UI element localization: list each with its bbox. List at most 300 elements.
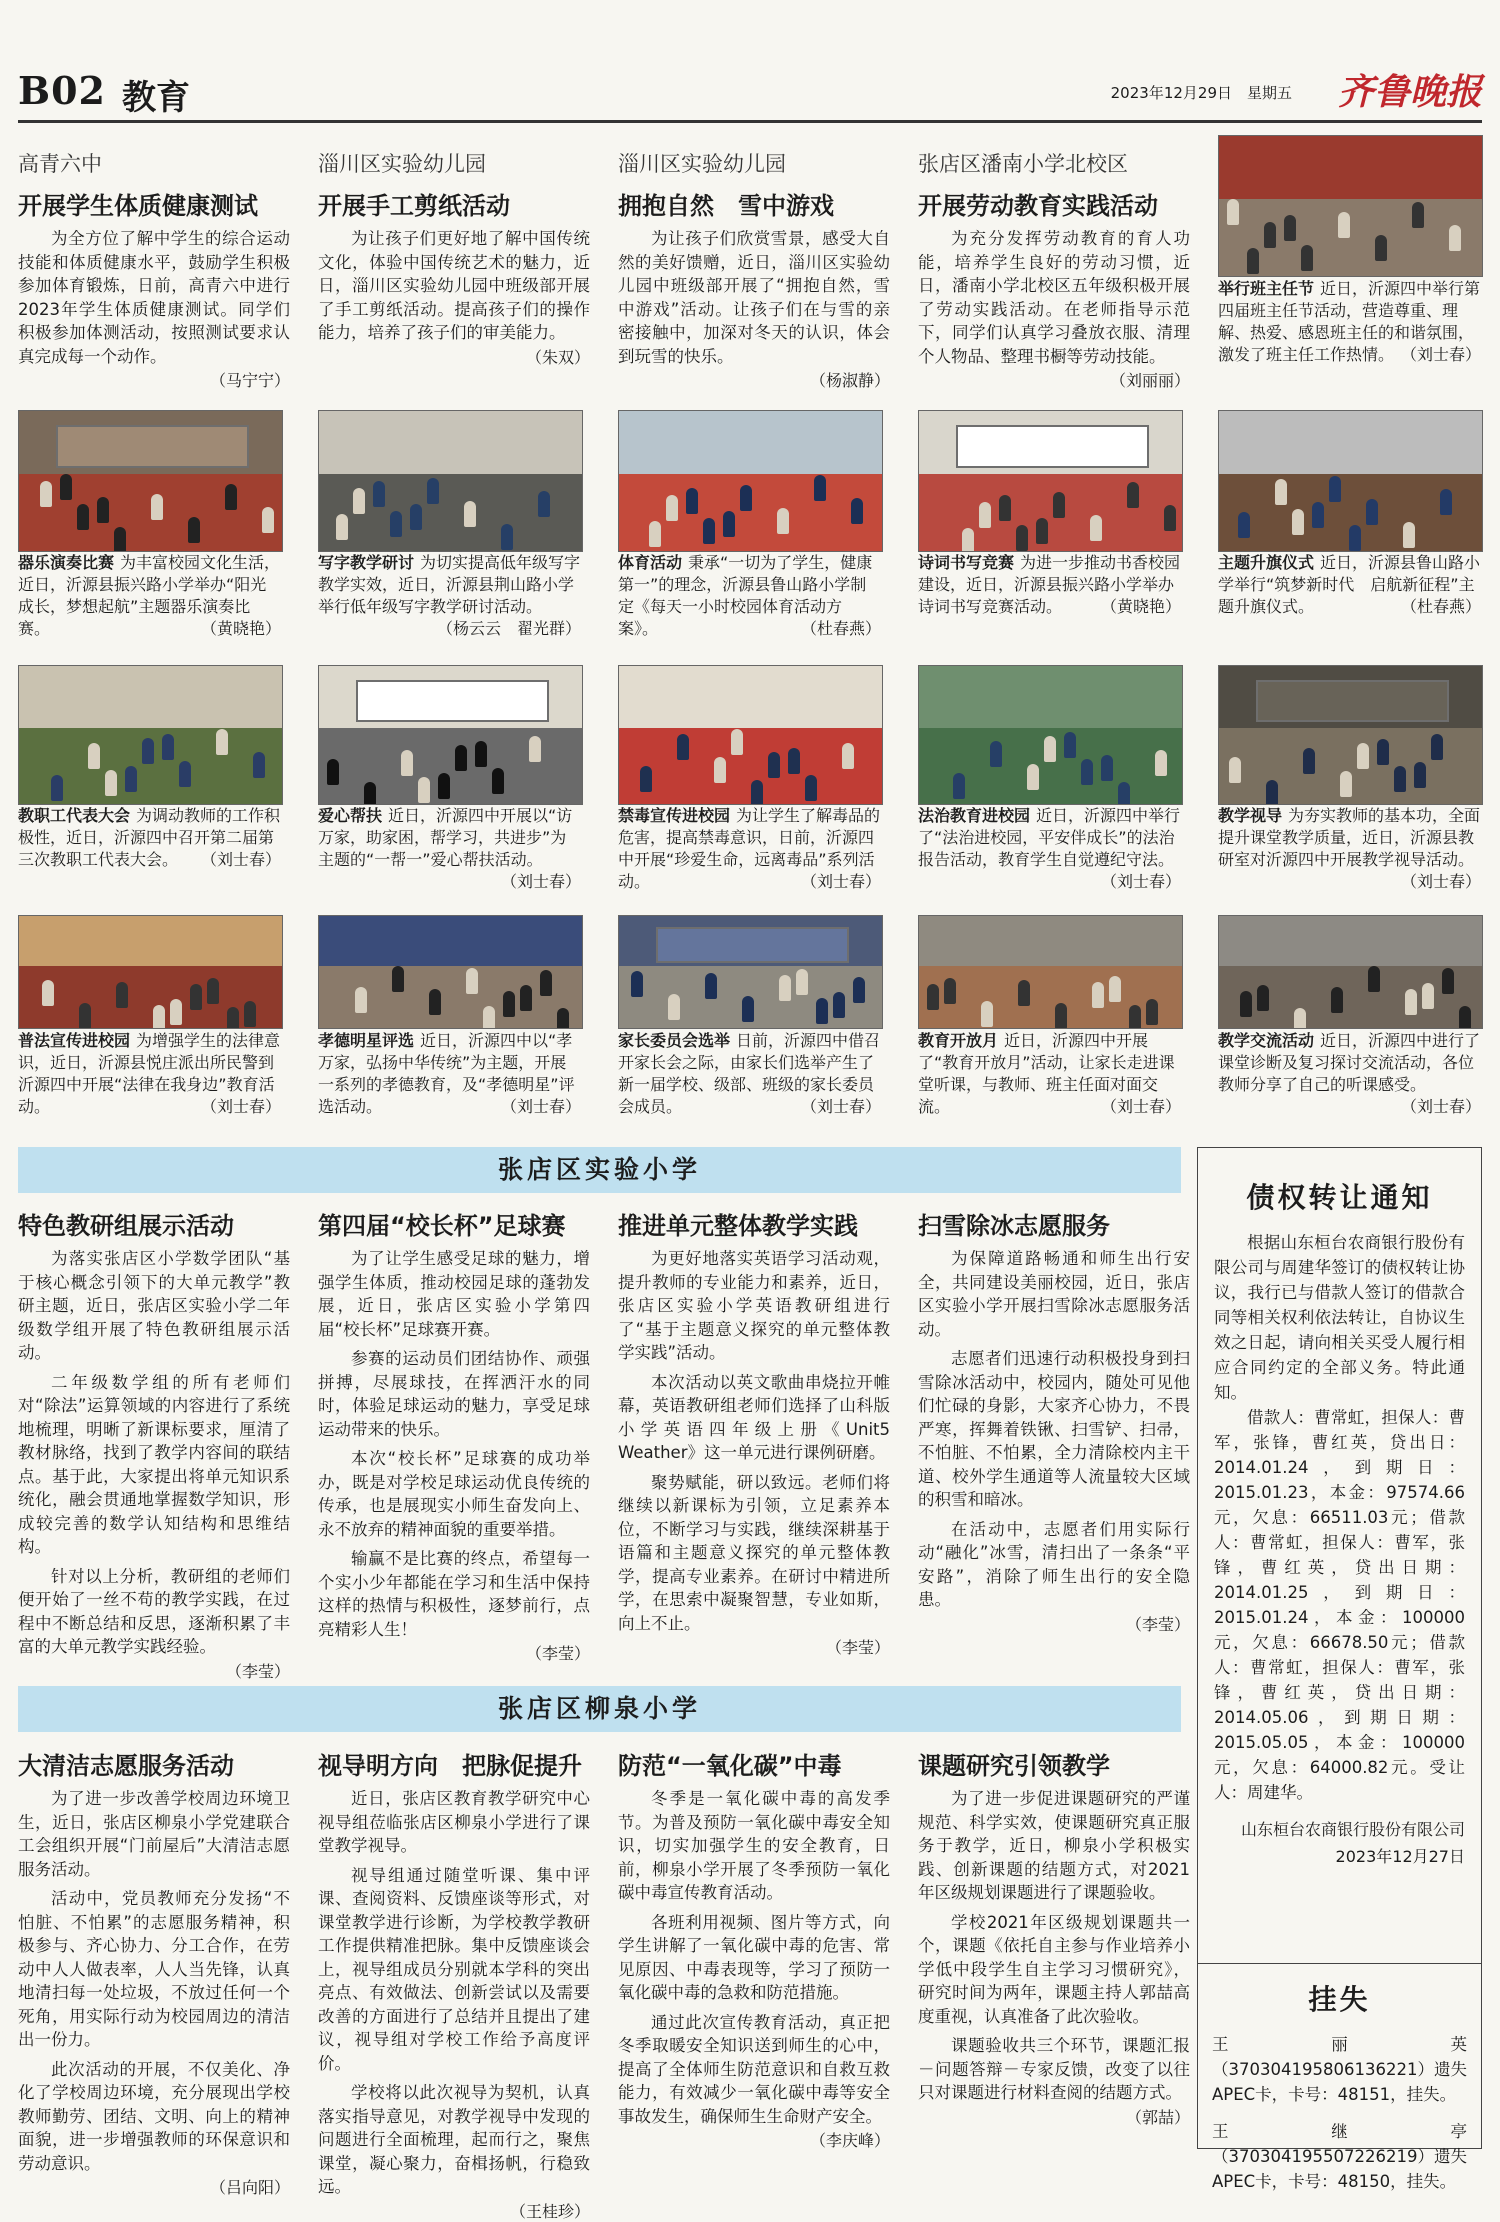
article-paragraph: 为全方位了解中学生的综合运动技能和体质健康水平，鼓励学生积极参加体育锻炼，日前，高青六中进行2023年学生体质健康测试。同学们积极参加体测活动，按照测试要求认真完成每一个动作。 [18,229,290,366]
photo-person [42,980,54,1006]
photo-person [179,761,191,787]
photo-person [1284,215,1296,241]
article-headline: 推进单元整体教学实践 [618,1212,858,1240]
photo-person [927,984,939,1010]
photo-person [1301,245,1313,271]
photo-person [483,1006,495,1029]
photo-person [1081,759,1093,785]
photo-person [1238,512,1250,538]
article-top [18,148,290,391]
photo-person [40,481,52,507]
article-paragraph: 为让孩子们更好地了解中国传统文化，体验中国传统艺术的魅力，近日，淄川区实验幼儿园中班级部开展了手工剪纸活动。提高孩子们的操作能力，培养了孩子们的审美能力。 [318,229,590,342]
article-author: （李莹） [525,1644,590,1663]
caption-title: 教育开放月 [918,1031,999,1050]
caption-title: 教职工代表大会 [18,806,131,825]
photo-person [153,1005,165,1029]
notice-date: 2023年12月27日 [1335,1847,1465,1866]
photo-person [1109,976,1121,1002]
photo-caption [1218,805,1481,893]
photo-board [956,425,1149,468]
photo-caption [918,552,1181,618]
photo-person [1275,479,1287,505]
section-banner-liuquan [18,1686,1181,1732]
photo-person [1092,982,1104,1008]
caption-author: （刘士春） [1400,345,1481,364]
photo-person [207,978,219,1004]
article-paragraph: 视导组通过随堂听课、集中评课、查阅资料、反馈座谈等形式，对课堂教学进行诊断，为学校教学教研工作提供精准把脉。集中反馈座谈会上，视导组成员分别就本学科的突出亮点、有效做法、创新尝试以及需要改善的方面进行了总结并且提出了建议，视导组对学校工作给予高度评价。 [318,1865,590,2073]
caption-text: 为切实提高低年级写字教学实效，近日，沂源县荆山路小学举行低年级写字教学研讨活动。 [318,553,581,616]
photo-floor [319,728,582,804]
caption-author: （刘士春） [500,1097,581,1116]
photo-floor [19,966,282,1028]
lost-item: 王丽英（370304195806136221）遗失APEC卡，卡号：48151，挂失。 [1212,2035,1467,2104]
photo-person [540,970,552,996]
photo-person [557,1008,569,1029]
article [18,1738,290,2198]
photo-person [944,978,956,1004]
photo-background [619,411,882,474]
caption-text: 为增强学生的法律意识，近日，沂源县悦庄派出所民警到沂源四中开展“法律在我身边”教育活动。 [18,1031,281,1116]
article [918,1738,1190,2128]
photo-person [1266,780,1278,805]
article-paragraph: 为更好地落实英语学习活动观，提升教师的专业能力和素养，近日，张店区实验小学英语教研组进行了“基于主题意义探究的单元整体教学实践”活动。 [618,1249,890,1362]
photo [18,915,283,1029]
article [318,1198,590,1664]
photo-person [788,748,800,774]
photo-person [1016,525,1028,551]
photo [1218,135,1483,277]
photo-person [714,757,726,783]
caption-title: 教学视导 [1218,806,1283,825]
article-author: （刘丽丽） [1109,371,1190,390]
photo-person [1394,766,1406,792]
article-author: （郭喆） [1125,2107,1190,2127]
photo-person [779,975,791,1001]
photo-person [79,1003,91,1029]
article-paragraph: 活动中，党员教师充分发扬“不怕脏、不怕累”的志愿服务精神，积极参与、齐心协力、分工合作，在劳动中人人做表率，人人当先锋，认真地清扫每一处垃圾，不放过任何一个死角，用实际行动为校园周边的清洁出一份力。 [18,1889,290,2049]
article-top [318,148,590,368]
photo-person [705,973,717,999]
photo [18,410,283,552]
photo-person [1442,968,1454,994]
photo-person [1129,1005,1141,1029]
photo-person [1127,482,1139,508]
photo-person [1357,743,1369,769]
photo-person [88,743,100,769]
photo-person [116,982,128,1008]
caption-title: 写字教学研讨 [318,553,415,572]
photo [318,410,583,552]
caption-text: 为调动教师的工作积极性，近日，沂源四中召开第二届第三次教职工代表大会。 [18,806,281,869]
article-paragraph: 本次活动以英文歌曲串烧拉开帷幕，英语教研组老师们选择了山科版小学英语四年级上册《Unit5 Weather》这一单元进行课例研磨。 [618,1372,907,1462]
photo-board [1256,680,1449,723]
photo-person [742,996,754,1022]
photo-person [851,498,863,524]
article-paragraph: 聚势赋能，研以致远。老师们将继续以新课标为引领，立足素养本位，不断学习与实践，继续深耕基于语篇和主题意义探究的单元整体教学，提高专业素养。在研讨中精进所学，在思索中凝聚智慧，专业如斯，向上不止。 [618,1472,890,1633]
caption-text: 近日，沂源四中举行了“法治进校园，平安伴成长”的法治报告活动，教育学生自觉遵纪守法。 [918,806,1181,869]
masthead [18,62,1482,123]
photo-person [1303,748,1315,774]
photo [618,915,883,1029]
photo-caption [1218,552,1481,618]
photo-person [455,745,467,771]
photo-floor [919,474,1182,551]
caption-text: 为夯实教师的基本功，全面提升课堂教学质量，近日，沂源县教研室对沂源四中开展教学视导活动。 [1218,806,1481,869]
caption-title: 主题升旗仪式 [1218,553,1315,572]
article-top [918,148,1190,391]
article-headline: 扫雪除冰志愿服务 [918,1212,1110,1240]
photo-background [1219,916,1482,966]
photo-person [1368,966,1380,992]
photo-person [97,497,109,523]
caption-title: 器乐演奏比赛 [18,553,115,572]
caption-author: （刘士春） [1400,1097,1481,1116]
article-paragraph: 近日，张店区教育教学研究中心视导组莅临张店区柳泉小学进行了课堂教学视导。 [318,1789,590,1855]
photo-person [953,773,965,799]
photo-board [356,680,549,723]
photo-background [319,411,582,474]
caption-text: 日前，沂源四中借召开家长会之际，由家长们选举产生了新一届学校、级部、班级的家长委员会成员。 [618,1031,881,1116]
photo-person [1403,522,1415,548]
photo-person [805,775,817,801]
photo-person [777,508,789,534]
photo-person [1329,476,1341,502]
photo [918,665,1183,805]
article-paragraph: 针对以上分析，教研组的老师们便开始了一丝不苟的教学实践，在过程中不断总结和反思，逐渐积累了丰富的大单元教学实践经验。 [18,1566,290,1656]
photo-person [1027,764,1039,790]
caption-author: （刘士春） [200,850,281,869]
photo-person [336,514,348,540]
caption-author: （刘士春） [200,1097,281,1116]
photo-person [740,485,752,511]
issue-date: 2023年12月29日 星期五 [1110,84,1292,102]
caption-author: （刘士春） [800,872,881,891]
notice-paragraph: 借款人：曹常虹，担保人：曹军，张锋，曹红英，贷出日：2014.01.24，到期日：2015.01.23，本金：97574.66元，欠息：66511.03元；借款人：曹常虹，担保人：曹军，张锋，曹红英，贷出日期：2014.01.25，到期日：2015.01.24，本金：100000元，欠息：66678.50元；借款人：曹常虹，担保人：曹军，张锋，曹红英，贷出日期：2014.05.06，到期日期：2015.05.05，本金：100000元，欠息：64000.82元。受让人：周建华。 [1214,1408,1465,1802]
photo-person [105,770,117,796]
photo-person [686,488,698,514]
article-headline: 特色教研组展示活动 [18,1212,234,1240]
photo-person [401,750,413,776]
photo-caption [1218,1030,1481,1118]
lost-title: 挂失 [1308,1983,1371,2016]
notice-lost [1198,1978,1481,2194]
photo-person [1240,991,1252,1017]
caption-author: （刘士春） [500,872,581,891]
photo-person [438,773,450,799]
article-source: 淄川区实验幼儿园 [318,152,486,176]
photo-person [353,488,365,514]
photo-person [262,507,274,533]
article-author: （李莹） [825,1638,890,1657]
photo-caption [618,552,881,640]
section-banner-shiyan [18,1147,1181,1193]
photo-person [190,984,202,1010]
caption-title: 法治教育进校园 [918,806,1031,825]
photo-person [1101,755,1113,781]
article-author: （王桂珍） [509,2201,590,2221]
article-source: 淄川区实验幼儿园 [618,152,786,176]
caption-text: 近日，沂源四中开展了“教育开放月”活动，让家长走进课堂听课，与教师、班主任面对面交流。 [918,1031,1175,1116]
photo-person [390,511,402,537]
section-title: 教育 [122,78,190,118]
photo-person [731,729,743,755]
photo-person [1377,739,1389,765]
photo-person [1405,989,1417,1015]
photo-person [373,481,385,507]
photo-person [999,495,1011,521]
photo-person [723,511,735,537]
photo-person [253,752,265,778]
article-paragraph: 输赢不是比赛的终点，希望每一个实小少年都能在学习和生活中保持这样的热情与积极性，逐梦前行，点亮精彩人生！ [318,1549,590,1639]
photo-floor [919,966,1182,1028]
photo-person [225,484,237,510]
photo-person [466,968,478,994]
article-headline: 视导明方向 把脉促提升 [318,1752,582,1780]
caption-text: 为进一步推动书香校园建设，近日，沂源县振兴路小学举办诗词书写竞赛活动。 [918,553,1181,616]
caption-title: 家长委员会选举 [618,1031,731,1050]
photo-person [649,521,661,547]
photo-person [1292,509,1304,535]
photo-person [1227,199,1239,225]
photo-person [162,734,174,760]
photo-person [142,738,154,764]
photo-person [979,502,991,528]
photo-person [1053,492,1065,518]
photo-person [1055,1003,1067,1029]
article-author: （李莹） [1125,1614,1190,1634]
caption-text: 秉承“一切为了学生，健康第一”的理念，沂源县鲁山路小学制定《每天一小时校园体育活动方案》。 [618,553,873,638]
photo-person [1036,518,1048,544]
caption-title: 教学交流活动 [1218,1031,1315,1050]
article [918,1198,1190,1635]
photo-person [1349,525,1361,551]
article-author: （李莹） [225,1661,290,1681]
photo-person [125,766,137,792]
photo-background [1219,411,1482,474]
article-author: （马宁宁） [209,371,290,390]
caption-author: （刘士春） [800,1097,881,1116]
caption-author: （杜春燕） [1400,597,1481,616]
article-paragraph: 二年级数学组的所有老师们对“除法”运算领域的内容进行了系统地梳理，明晰了新课标要求，厘清了教材脉络，找到了教学内容间的联结点。基于此，大家提出将单元知识系统化，融会贯通地掌握数学知识，形成较完善的数学认知结构和思维结构。 [18,1372,290,1556]
photo-person [1064,732,1076,758]
photo-caption [18,805,281,871]
photo-person [1229,757,1241,783]
article [18,1198,290,1682]
caption-text: 近日，沂源四中开展以“访万家，助家困，帮学习，共进步”为主题的“一帮一”爱心帮扶活动。 [318,806,573,869]
article [618,1198,907,1658]
article [618,1738,890,2151]
photo-background [319,916,582,966]
caption-author: （杨云云 翟光群） [436,619,581,638]
photo-person [1331,987,1343,1013]
caption-author: （刘士春） [1100,1097,1181,1116]
photo [1218,665,1483,805]
article-paragraph: 为保障道路畅通和师生出行安全，共同建设美丽校园，近日，张店区实验小学开展扫雪除冰志愿服务活动。 [918,1249,1190,1339]
caption-title: 爱心帮扶 [318,806,383,825]
article-author: （吕向阳） [209,2178,290,2197]
caption-title: 普法宣传进校园 [18,1031,131,1050]
article-paragraph: 为了让学生感受足球的魅力，增强学生体质，推动校园足球的蓬勃发展，近日，张店区实验小学第四届“校长杯”足球赛开赛。 [318,1249,590,1339]
photo-caption [18,1030,281,1118]
photo-person [1155,750,1167,776]
article-top [618,148,890,391]
article-paragraph: 在活动中，志愿者们用实际行动“融化”冰雪，清扫出了一条条“平安路”，消除了师生出行的安全隐患。 [918,1519,1190,1609]
photo-person [1294,1008,1306,1029]
article-paragraph: 参赛的运动员们团结协作、顽强拼搏，尽展球技，在挥洒汗水的同时，体验足球运动的魅力，享受足球运动带来的快乐。 [318,1349,590,1439]
photo-person [1414,762,1426,788]
photo-person [816,998,828,1024]
photo-person [1375,235,1387,261]
photo-person [492,768,504,794]
photo-caption [618,1030,881,1118]
photo-caption [618,805,881,893]
photo-person [227,1007,239,1029]
photo-person [814,475,826,501]
photo-person [640,766,652,792]
photo-person [327,759,339,785]
photo-caption [918,805,1181,893]
banner-label: 张店区实验小学 [497,1155,701,1184]
photo-person [410,504,422,530]
caption-title: 禁毒宣传进校园 [618,806,731,825]
photo-person [981,1001,993,1027]
photo-person [1264,222,1276,248]
photo-person [364,782,376,805]
photo-person [796,969,808,995]
photo-person [833,992,845,1018]
photo-person [1431,734,1443,760]
article-paragraph: 此次活动的开展，不仅美化、净化了学校周边环境，充分展现出学校教师勤劳、团结、文明、向上的精神面貌，进一步增强教师的环保意识和劳动意识。 [18,2059,290,2173]
article-source: 高青六中 [18,152,102,176]
photo-person [962,528,974,552]
photo-board [56,425,249,468]
article-author: （李庆峰） [809,2131,890,2150]
article-headline: 防范“一氧化碳”中毒 [618,1752,842,1780]
caption-text: 为让学生了解毒品的危害，提高禁毒意识，日前，沂源四中开展“珍爱生命，远离毒品”系列活动。 [618,806,881,891]
photo-background [919,666,1182,728]
photo [318,915,583,1029]
article-paragraph: 为让孩子们欣赏雪景，感受大自然的美好馈赠，近日，淄川区实验幼儿园中班级部开展了“拥抱自然，雪中游戏”活动。让孩子们在与雪的亲密接触中，加深对冬天的认识，体会到玩雪的快乐。 [618,229,890,366]
photo-person [51,775,63,801]
photo-person [1146,999,1158,1025]
photo-person [1366,499,1378,525]
article-paragraph: 学校2021年区级规划课题共一个，课题《依托自主参与作业培养小学低中段学生自主学习习惯研究》，研究时间为两年，课题主持人郭喆高度重视，认真准备了此次验收。 [918,1912,1190,2026]
photo-person [853,977,865,1003]
photo-person [475,741,487,767]
photo-person [151,494,163,520]
article-paragraph: 课题验收共三个环节，课题汇报－问题答辩－专家反馈，改变了以往只对课题进行材料查阅的结题方式。 [918,2036,1190,2102]
article-paragraph: 为落实张店区小学数学团队“基于核心概念引领下的大单元教学”教研主题，近日，张店区实验小学二年级数学组开展了特色教研组展示活动。 [18,1249,290,1362]
notice-title: 债权转让通知 [1246,1181,1433,1214]
article-paragraph: 学校将以此次视导为契机，认真落实指导意见，对教学视导中发现的问题进行全面梳理，起而行之，聚焦课堂，凝心聚力，奋楫扬帆，行稳致远。 [318,2083,590,2196]
photo-person [392,966,404,992]
photo-background [19,666,282,728]
article-headline: 开展劳动教育实践活动 [918,192,1158,220]
photo-person [1422,983,1434,1009]
photo-person [503,991,515,1017]
photo-person [1044,736,1056,762]
lost-item: 王继亭（370304195507226219）遗失APEC卡，卡号：48150，挂失。 [1212,2122,1467,2191]
photo-person [1257,985,1269,1011]
photo-person [751,780,763,805]
caption-author: （黄晓艳） [200,619,281,638]
notice-debt-transfer [1197,1147,1482,2191]
caption-text: 近日，沂源四中以“孝万家，弘扬中华传统”为主题，开展一系列的孝德教育，及“孝德明星”评选活动。 [318,1031,575,1116]
caption-author: （杜春燕） [800,619,881,638]
photo-person [631,971,643,997]
photo-person [1459,1006,1471,1029]
photo-caption [1218,278,1481,366]
caption-title: 体育活动 [618,553,683,572]
photo-person [464,501,476,527]
photo-background [19,916,282,966]
photo-person [429,989,441,1015]
article-headline: 大清洁志愿服务活动 [18,1752,234,1780]
article-author: （杨淑静） [809,371,890,390]
photo-person [1412,202,1424,228]
photo-person [990,741,1002,767]
caption-text: 近日，沂源县鲁山路小学举行“筑梦新时代 启航新征程”主题升旗仪式。 [1218,553,1481,616]
photo [18,665,283,805]
photo-person [768,752,780,778]
photo-person [1312,502,1324,528]
photo-caption [318,1030,581,1118]
photo-caption [318,552,581,640]
photo [918,915,1183,1029]
photo-person [418,777,430,803]
photo-person [355,987,367,1013]
caption-title: 诗词书写竞赛 [918,553,1015,572]
photo-person [703,518,715,544]
article-paragraph: 为充分发挥劳动教育的育人功能，培养学生良好的劳动习惯，近日，潘南小学北校区五年级积极开展了劳动实践活动。在老师指导示范下，同学们认真学习叠放衣服、清理个人物品、整理书橱等劳动技能。 [918,229,1190,366]
article-headline: 开展学生体质健康测试 [18,192,258,220]
photo-person [1449,225,1461,251]
caption-text: 近日，沂源四中进行了课堂诊断及复习探讨交流活动，各位教师分享了自己的听课感受。 [1218,1031,1481,1094]
article-headline: 第四届“校长杯”足球赛 [318,1212,566,1240]
photo [1218,410,1483,552]
article [318,1738,590,2222]
photo-person [666,495,678,521]
photo-background [919,916,1182,966]
photo-person [1018,980,1030,1006]
photo-person [244,1001,256,1027]
caption-text: 近日，沂源四中举行第四届班主任节活动，营造尊重、理解、热爱、感恩班主任的和谐氛围，激发了班主任工作热情。 [1218,279,1481,364]
photo-person [1340,771,1352,797]
article-paragraph: 通过此次宣传教育活动，真正把冬季取暖安全知识送到师生的心中，提高了全体师生防范意识和自救互救能力，有效减少一氧化碳中毒等安全事故发生，确保师生生命财产安全。 [618,2012,890,2126]
photo-person [520,985,532,1011]
photo-caption [18,552,281,640]
photo-person [677,734,689,760]
caption-author: （刘士春） [1100,872,1181,891]
photo-person [1247,248,1259,274]
article-paragraph: 本次“校长杯”足球赛的成功举办，既是对学校足球运动优良传统的传承，也是展现实小师生奋发向上、永不放弃的精神面貌的重要举措。 [318,1449,590,1539]
photo-person [501,524,513,550]
caption-title: 举行班主任节 [1218,279,1315,298]
photo-background [619,666,882,728]
photo-person [114,527,126,552]
notice-divider [1198,1963,1481,1964]
article-headline: 开展手工剪纸活动 [318,192,510,220]
photo [918,410,1183,552]
photo-person [1090,515,1102,541]
photo [318,665,583,805]
caption-title: 孝德明星评选 [318,1031,415,1050]
photo [618,410,883,552]
photo-person [529,736,541,762]
photo-person [1118,782,1130,805]
caption-author: （黄晓艳） [1100,597,1181,616]
caption-text: 为丰富校园文化生活，近日，沂源县振兴路小学举办“阳光成长，梦想起航”主题器乐演奏比赛。 [18,553,281,638]
